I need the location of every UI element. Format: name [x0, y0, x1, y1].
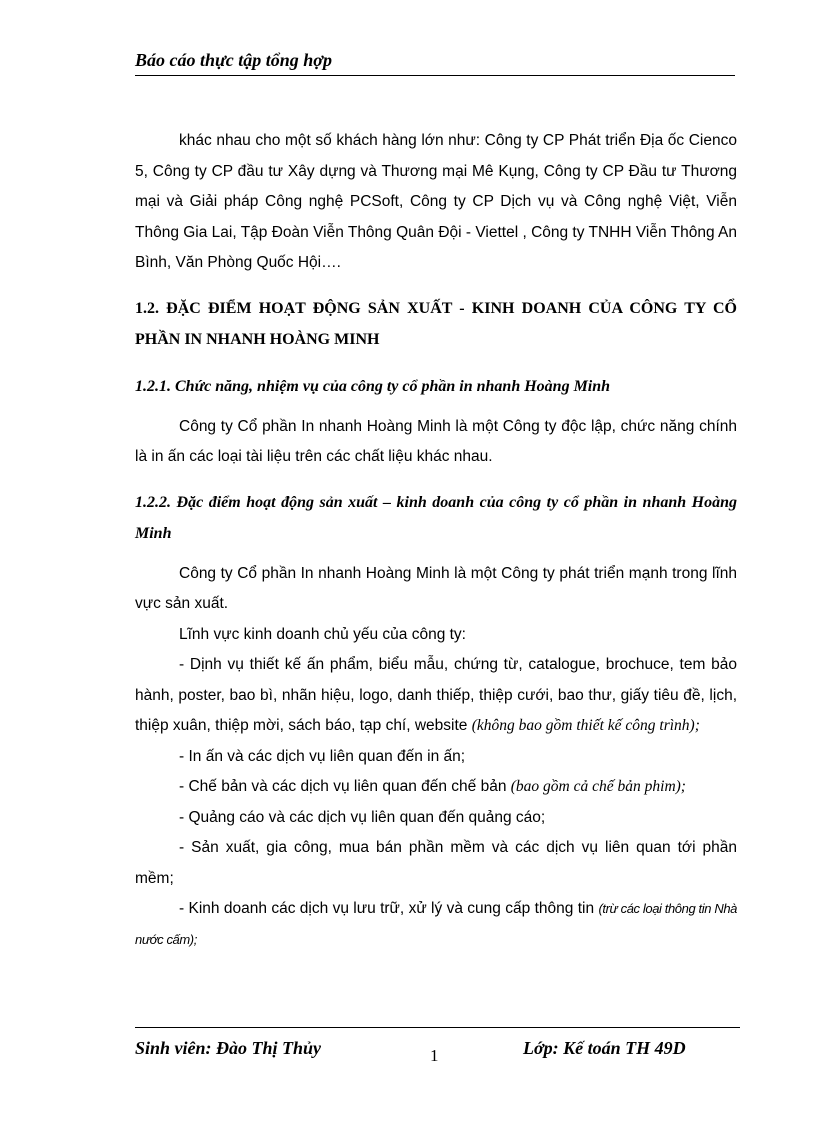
list-item-note: (không bao gồm thiết kế công trình);	[471, 717, 700, 734]
document-body	[135, 126, 737, 955]
intro-paragraph: khác nhau cho một số khách hàng lớn như: Công ty CP Phát triển Địa ốc Cienco 5, Công ty CP đầu tư Xây dựng và Thương mại Mê Kụng, Công ty CP Đầu tư Thương mại và Giải pháp Công nghệ PCSoft, Công ty CP Dịch vụ và Công nghệ Việt, Viễn Thông Gia Lai, Tập Đoàn Viễn Thông Quân Đội - Viettel , Công ty TNHH Viễn Thông An Bình, Văn Phòng Quốc Hội….	[135, 132, 738, 271]
list-item	[135, 803, 737, 834]
list-item-text: - Sản xuất, gia công, mua bán phần mềm và các dịch vụ liên quan tới phần mềm;	[135, 839, 737, 887]
list-item	[135, 742, 737, 773]
list-item-text: - Quảng cáo và các dịch vụ liên quan đến quảng cáo;	[179, 808, 546, 826]
footer-class-label: Lớp: Kế toán TH 49D	[523, 1038, 686, 1058]
list-item-text: - Chế bản và các dịch vụ liên quan đến chế bản	[179, 778, 511, 795]
list-item	[135, 650, 737, 742]
footer-divider	[135, 1027, 740, 1028]
list-item-text: - In ấn và các dịch vụ liên quan đến in ấn;	[179, 747, 466, 765]
list-item-note: (trừ các loại thông tin Nhà nước cấm);	[135, 901, 737, 947]
section-heading-1-2-1: 1.2.1. Chức năng, nhiệm vụ của công ty cổ phần in nhanh Hoàng Minh	[135, 377, 611, 395]
header-divider	[135, 75, 735, 76]
page-number: 1	[430, 1046, 439, 1065]
paragraph-1-2-1: Công ty Cổ phần In nhanh Hoàng Minh là một Công ty độc lập, chức năng chính là in ấn các loại tài liệu trên các chất liệu khác nhau.	[135, 417, 737, 465]
section-heading-1-2: 1.2. ĐẶC ĐIỂM HOẠT ĐỘNG SẢN XUẤT - KINH DOANH CỦA CÔNG TY CỔ PHẦN IN NHANH HOÀNG MINH	[135, 299, 737, 348]
paragraph-1-2-2: Công ty Cổ phần In nhanh Hoàng Minh là một Công ty phát triển mạnh trong lĩnh vực sản xuất.	[135, 564, 737, 612]
list-item-text: - Dịnh vụ thiết kế ấn phẩm, biểu mẫu, chứng từ, catalogue, brochuce, tem bảo hành, poster, bao bì, nhãn hiệu, logo, danh thiếp, thiệp cưới, bao thư, giấy tiêu đề, lịch, thiệp xuân, thiệp mời, sách báo, tạp chí, website	[135, 656, 737, 734]
list-item-note: (bao gồm cả chế bản phim);	[510, 778, 686, 795]
list-item	[135, 772, 737, 803]
business-list-intro: Lĩnh vực kinh doanh chủ yếu của công ty:	[179, 625, 466, 643]
list-item	[135, 894, 737, 955]
list-item	[135, 833, 737, 894]
list-item-text: - Kinh doanh các dịch vụ lưu trữ, xử lý và cung cấp thông tin	[179, 900, 599, 917]
section-heading-1-2-2: 1.2.2. Đặc điểm hoạt động sản xuất – kinh doanh của công ty cổ phần in nhanh Hoàng Minh	[135, 493, 737, 542]
document-header-title: Báo cáo thực tập tổng hợp	[135, 50, 332, 70]
footer-student-name: Sinh viên: Đào Thị Thủy	[135, 1038, 322, 1058]
